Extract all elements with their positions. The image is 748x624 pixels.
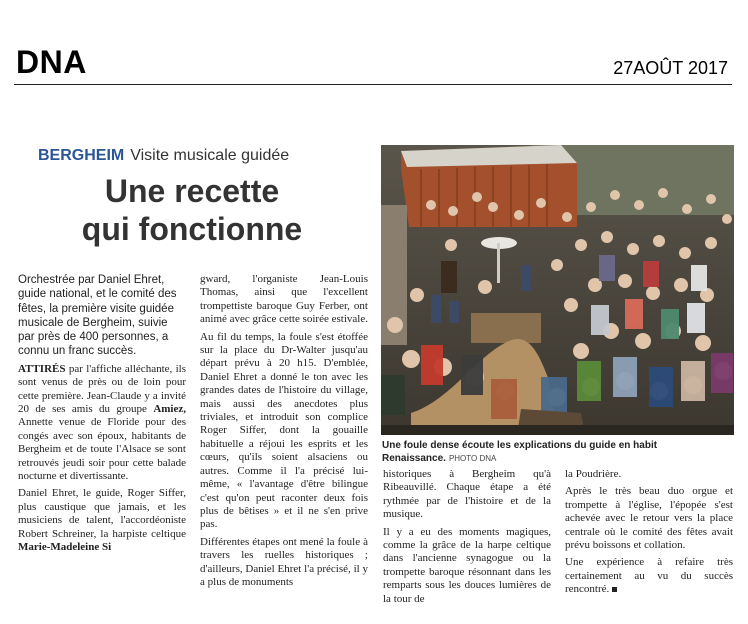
- article-subtitle: Visite musicale guidée: [130, 147, 290, 164]
- paragraph-3: Au fil du temps, la foule s'est étoffée sur la place du Dr-Walter jusqu'au départ prévu à 20 h15. D'emblée, Daniel Ehret a donné le ton avec les grandes dates de l'histoire du village, mais aussi des anecdotes plus triviales, et introduit son complice Roger Siffer, dont la gouaille habituelle a réjoui les esprits et les cœurs, qu'ils soient alsaciens ou autres. Comme il l'a précisé lui-même, « l'avantage d'être bilingue c'est qu'on peut raconter deux fois plus de bêtises » et il ne s'en prive pas.: [200, 330, 368, 531]
- drop-word: ATTIRÉS: [18, 362, 66, 375]
- paragraph-4-continued: historiques à Bergheim qu'à Ribeauvillé. Chaque étape a été rythmée par de l'histoire et de la musique.: [383, 468, 551, 521]
- article-column-2: [200, 273, 368, 593]
- end-mark-icon: [612, 587, 617, 592]
- photo-credit: PHOTO DNA: [448, 454, 497, 463]
- paragraph-2-continued: gward, l'organiste Jean-Louis Thomas, ainsi que l'excellent trompettiste baroque Guy Ferber, ont animé avec grâce cette soirée estivale.: [200, 273, 368, 326]
- article-column-4: [565, 468, 733, 601]
- article-column-3: [383, 468, 551, 610]
- paragraph-5: Il y a eu des moments magiques, comme la grâce de la harpe celtique dans l'ancienne synagogue ou la trompette baroque résonnant dans les remparts sous les douces lumières de la tour de: [383, 525, 551, 605]
- paragraph-7: Une expérience à refaire très certainement au vu du succès rencontré.: [565, 556, 733, 596]
- publication-date: 27AOÛT 2017: [613, 58, 728, 78]
- article-lead: Orchestrée par Daniel Ehret, guide national, et le comité des fêtes, la première visite guidée musicale de Bergheim, suivie par près de 400 personnes, a connu un franc succès.: [18, 274, 177, 358]
- crowd-photo-illustration: [381, 145, 734, 435]
- article-column-1: [18, 273, 186, 558]
- paragraph-4: Différentes étapes ont mené la foule à travers les ruelles historiques ; d'ailleurs, Daniel Ehret l'a précisé, il y a plus de monuments: [200, 535, 368, 588]
- paragraph-5-continued: la Poudrière.: [565, 468, 622, 480]
- headline-line-1: Une recette: [104, 173, 280, 209]
- headline-line-2: qui fonctionne: [81, 211, 303, 247]
- article-kicker: [38, 147, 289, 165]
- paragraph-1: ATTIRÉS par l'affiche alléchante, ils sont venus de près ou de loin pour cette première. Jean-Claude y a invité 20 de ses amis du groupe Amiez, Annette venue de Floride pour des congés avec son époux, habitants de Bergheim et de toute l'Alsace se sont retrouvés jeudi soir pour cette balade nocturne et divertissante.: [18, 362, 186, 483]
- photo-caption: [382, 439, 732, 465]
- masthead: [14, 44, 732, 85]
- photo-caption-text: Une foule dense écoute les explications du guide en habit Renaissance.: [382, 440, 658, 464]
- newspaper-logo: DNA: [16, 44, 87, 80]
- article-photo: [381, 145, 734, 435]
- article-headline: [18, 172, 366, 248]
- paragraph-2: Daniel Ehret, le guide, Roger Siffer, plus caustique que jamais, et les musiciens de talent, l'accordéoniste Robert Schreiner, la harpiste celtique Marie-Madeleine Si: [18, 487, 186, 554]
- paragraph-6: Après le très beau duo orgue et trompette à l'église, l'épopée s'est achevée avec le retour vers la place centrale où le comité des fêtes avait prévu boissons et collation.: [565, 485, 733, 552]
- article-location: BERGHEIM: [38, 147, 125, 164]
